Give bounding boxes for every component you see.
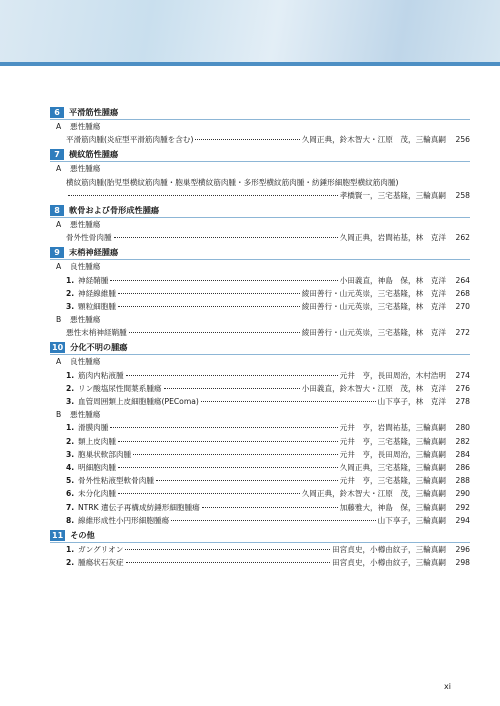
entry-number: 1. [66, 275, 75, 285]
leader-dots [110, 280, 337, 281]
entry-authors: 久岡正典，鈴木智大・江原 茂，三輪真嗣 [301, 489, 446, 499]
toc-entry[interactable] [50, 382, 470, 395]
entry-page: 274 [455, 370, 470, 380]
entry-page: 298 [455, 558, 470, 568]
entry-page: 280 [455, 423, 470, 433]
entry-number: 4. [66, 462, 75, 472]
entry-authors: 田宮貞史，小樽由紋子，三輪真嗣 [332, 544, 446, 554]
subsection-heading [50, 313, 470, 326]
entry-number: 8. [66, 515, 75, 525]
toc-entry[interactable] [50, 287, 470, 300]
entry-authors: 久岡正典，鈴木智大・江原 茂，三輪真嗣 [301, 135, 446, 145]
leader-dots [156, 480, 338, 481]
entry-authors: 元井 亨，長田周治，三輪真嗣 [339, 449, 446, 459]
toc-entry[interactable] [50, 231, 470, 244]
entry-authors: 加藤雅大，神島 保，三輪真嗣 [339, 502, 446, 512]
toc-entry[interactable] [50, 501, 470, 514]
leader-dots [118, 293, 300, 294]
entry-title: 滑膜肉腫 [78, 423, 109, 433]
chapter-title: 末梢神経腫瘍 [69, 246, 119, 257]
leader-dots [68, 195, 338, 196]
chapter-title: 軟骨および骨形成性腫瘍 [69, 204, 160, 215]
subsection-letter: A [56, 164, 62, 174]
entry-authors: 元井 亨，長田周治，木村浩明 [339, 370, 446, 380]
toc-entry[interactable] [50, 326, 470, 339]
entry-title: 腫瘍状石灰症 [78, 558, 124, 568]
entry-number: 3. [66, 301, 75, 311]
subsection-label: 良性腫瘍 [70, 357, 101, 367]
entry-number: 3. [66, 397, 75, 406]
entry-title: 胞巣状軟部肉腫 [78, 449, 132, 459]
entry-number: 3. [66, 449, 75, 459]
entry-page: 258 [455, 190, 470, 200]
entry-authors: 山下享子，三輪真嗣 [377, 515, 446, 525]
toc-entry[interactable] [50, 435, 470, 448]
subsection-letter: A [56, 219, 62, 229]
entry-authors: 元井 亨，岩間祐基，三輪真嗣 [339, 423, 446, 433]
entry-page: 284 [455, 449, 470, 459]
entry-number: 1. [66, 423, 75, 433]
entry-title: NTRK 遺伝子再構成紡錘形細胞腫瘍 [78, 502, 200, 512]
leader-dots [164, 388, 300, 389]
entry-title: 類上皮肉腫 [78, 436, 116, 446]
toc-entry[interactable] [50, 369, 470, 382]
toc-entry[interactable] [50, 474, 470, 487]
leader-dots [125, 549, 330, 550]
leader-dots [195, 139, 299, 140]
chapter-heading [50, 528, 470, 543]
leader-dots [202, 507, 338, 508]
toc-entry[interactable] [50, 556, 470, 569]
header-banner [0, 0, 500, 62]
subsection-heading [50, 120, 470, 133]
entry-number: 2. [66, 288, 75, 298]
subsection-label: 悪性腫瘍 [70, 219, 101, 229]
entry-title: 顆粒細胞腫 [78, 301, 116, 311]
chapter-heading [50, 246, 470, 261]
toc-entry[interactable] [50, 274, 470, 287]
entry-authors: 綾田善行・山元英崇，三宅基隆，林 克洋 [301, 301, 446, 311]
chapter-number: 6 [50, 107, 64, 118]
leader-dots [110, 427, 337, 428]
leader-dots [171, 520, 376, 521]
table-of-contents [50, 104, 470, 569]
entry-authors: 綾田善行・山元英崇，三宅基隆，林 克洋 [301, 288, 446, 298]
chapter-title: 分化不明の腫瘍 [70, 342, 128, 353]
leader-dots [114, 237, 338, 238]
entry-authors: 綾田善行・山元英崇，三宅基隆，林 克洋 [301, 328, 446, 338]
entry-authors: 田宮貞史，小樽由紋子，三輪真嗣 [332, 558, 446, 568]
entry-authors: 小田義直，神島 保，林 克洋 [339, 275, 446, 285]
chapter-title: 平滑筋性腫瘍 [69, 106, 119, 117]
chapter-number: 9 [50, 247, 64, 258]
entry-page: 256 [455, 135, 470, 145]
entry-page: 268 [455, 288, 470, 298]
subsection-heading [50, 408, 470, 421]
entry-page: 290 [455, 489, 470, 499]
toc-entry[interactable] [50, 395, 470, 408]
leader-dots [129, 332, 300, 333]
leader-dots [118, 493, 300, 494]
entry-authors: 孝橋賢一，三宅基隆，三輪真嗣 [339, 190, 446, 200]
leader-dots [133, 454, 338, 455]
entry-title: 神経鞘腫 [78, 275, 109, 285]
entry-authors: 山下享子，林 克洋 [377, 397, 446, 406]
entry-title: 骨外性粘液型軟骨肉腫 [78, 476, 154, 486]
header-rule [0, 62, 500, 66]
chapter-heading [50, 341, 470, 356]
entry-authors: 小田義直，鈴木智大・江原 茂，林 克洋 [301, 383, 446, 393]
entry-page: 272 [455, 328, 470, 338]
entry-authors: 久岡正典，三宅基隆，三輪真嗣 [339, 462, 446, 472]
toc-entry[interactable] [50, 461, 470, 474]
entry-page: 264 [455, 275, 470, 285]
entry-number: 2. [66, 383, 75, 393]
leader-dots [118, 306, 300, 307]
leader-dots [126, 562, 331, 563]
subsection-label: 悪性腫瘍 [70, 122, 101, 131]
chapter-number: 11 [52, 530, 64, 540]
leader-dots [118, 467, 338, 468]
entry-title: 骨外性骨肉腫 [66, 233, 112, 243]
leader-dots [201, 401, 376, 402]
entry-title: ガングリオン [78, 544, 124, 554]
toc-entry[interactable] [50, 176, 470, 189]
entry-title: リン酸塩尿性間葉系腫瘍 [78, 383, 162, 393]
subsection-label: 悪性腫瘍 [70, 410, 101, 420]
entry-page: 278 [455, 397, 470, 406]
chapter-number: 10 [52, 343, 64, 353]
entry-page: 270 [455, 301, 470, 311]
subsection-label: 良性腫瘍 [70, 262, 101, 272]
toc-entry[interactable] [50, 421, 470, 434]
subsection-heading [50, 260, 470, 273]
entry-title: 平滑筋肉腫(炎症型平滑筋肉腫を含む) [66, 135, 194, 145]
entry-page: 292 [455, 502, 470, 512]
subsection-letter: B [56, 315, 62, 325]
toc-entry[interactable] [50, 133, 470, 146]
subsection-heading [50, 162, 470, 175]
chapter-heading [50, 148, 470, 163]
entry-page: 296 [455, 544, 470, 554]
subsection-label: 悪性腫瘍 [70, 315, 101, 325]
subsection-heading [50, 218, 470, 231]
entry-number: 2. [66, 558, 75, 568]
toc-entry-continuation [50, 189, 470, 202]
toc-entry[interactable] [50, 487, 470, 500]
subsection-letter: A [56, 262, 62, 272]
entry-number: 1. [66, 370, 75, 380]
subsection-heading [50, 355, 470, 368]
chapter-heading [50, 203, 470, 218]
subsection-label: 悪性腫瘍 [70, 164, 101, 174]
entry-title: 神経線維腫 [78, 288, 116, 298]
chapter-title: その他 [70, 529, 95, 540]
entry-page: 262 [455, 233, 470, 243]
entry-title: 血管周囲類上皮細胞腫瘍(PEComa) [78, 397, 199, 406]
entry-number: 5. [66, 476, 75, 486]
entry-authors: 元井 亨，三宅基隆，三輪真嗣 [339, 436, 446, 446]
entry-title: 悪性末梢神経鞘腫 [66, 328, 127, 338]
entry-number: 6. [66, 489, 75, 499]
toc-entry[interactable] [50, 300, 470, 313]
entry-authors: 元井 亨，三宅基隆，三輪真嗣 [339, 476, 446, 486]
chapter-title: 横紋筋性腫瘍 [69, 149, 119, 160]
entry-page: 276 [455, 383, 470, 393]
toc-entry[interactable] [50, 448, 470, 461]
chapter-number: 8 [50, 205, 64, 216]
entry-authors: 久岡正典，岩間祐基，林 克洋 [339, 233, 446, 243]
chapter-number: 7 [50, 149, 64, 160]
toc-entry[interactable] [50, 543, 470, 556]
leader-dots [118, 441, 338, 442]
subsection-letter: A [56, 122, 62, 131]
entry-page: 286 [455, 462, 470, 472]
entry-title: 線維形成性小円形細胞腫瘍 [78, 515, 170, 525]
entry-title: 未分化肉腫 [78, 489, 116, 499]
entry-page: 288 [455, 476, 470, 486]
page-number: xi [444, 682, 451, 691]
subsection-letter: A [56, 357, 62, 367]
toc-entry[interactable] [50, 514, 470, 527]
entry-page: 282 [455, 436, 470, 446]
chapter-heading [50, 106, 470, 121]
entry-page: 294 [455, 515, 470, 525]
entry-title: 横紋筋肉腫(胎児型横紋筋肉腫・胞巣型横紋筋肉腫・多形型横紋筋肉腫・紡錘形細胞型横紋筋肉腫) [66, 177, 399, 187]
entry-title: 筋肉内粘液腫 [78, 370, 124, 380]
entry-number: 2. [66, 436, 75, 446]
subsection-letter: B [56, 410, 62, 420]
entry-number: 7. [66, 502, 75, 512]
entry-number: 1. [66, 544, 75, 554]
entry-title: 明細胞肉腫 [78, 462, 116, 472]
leader-dots [126, 375, 338, 376]
